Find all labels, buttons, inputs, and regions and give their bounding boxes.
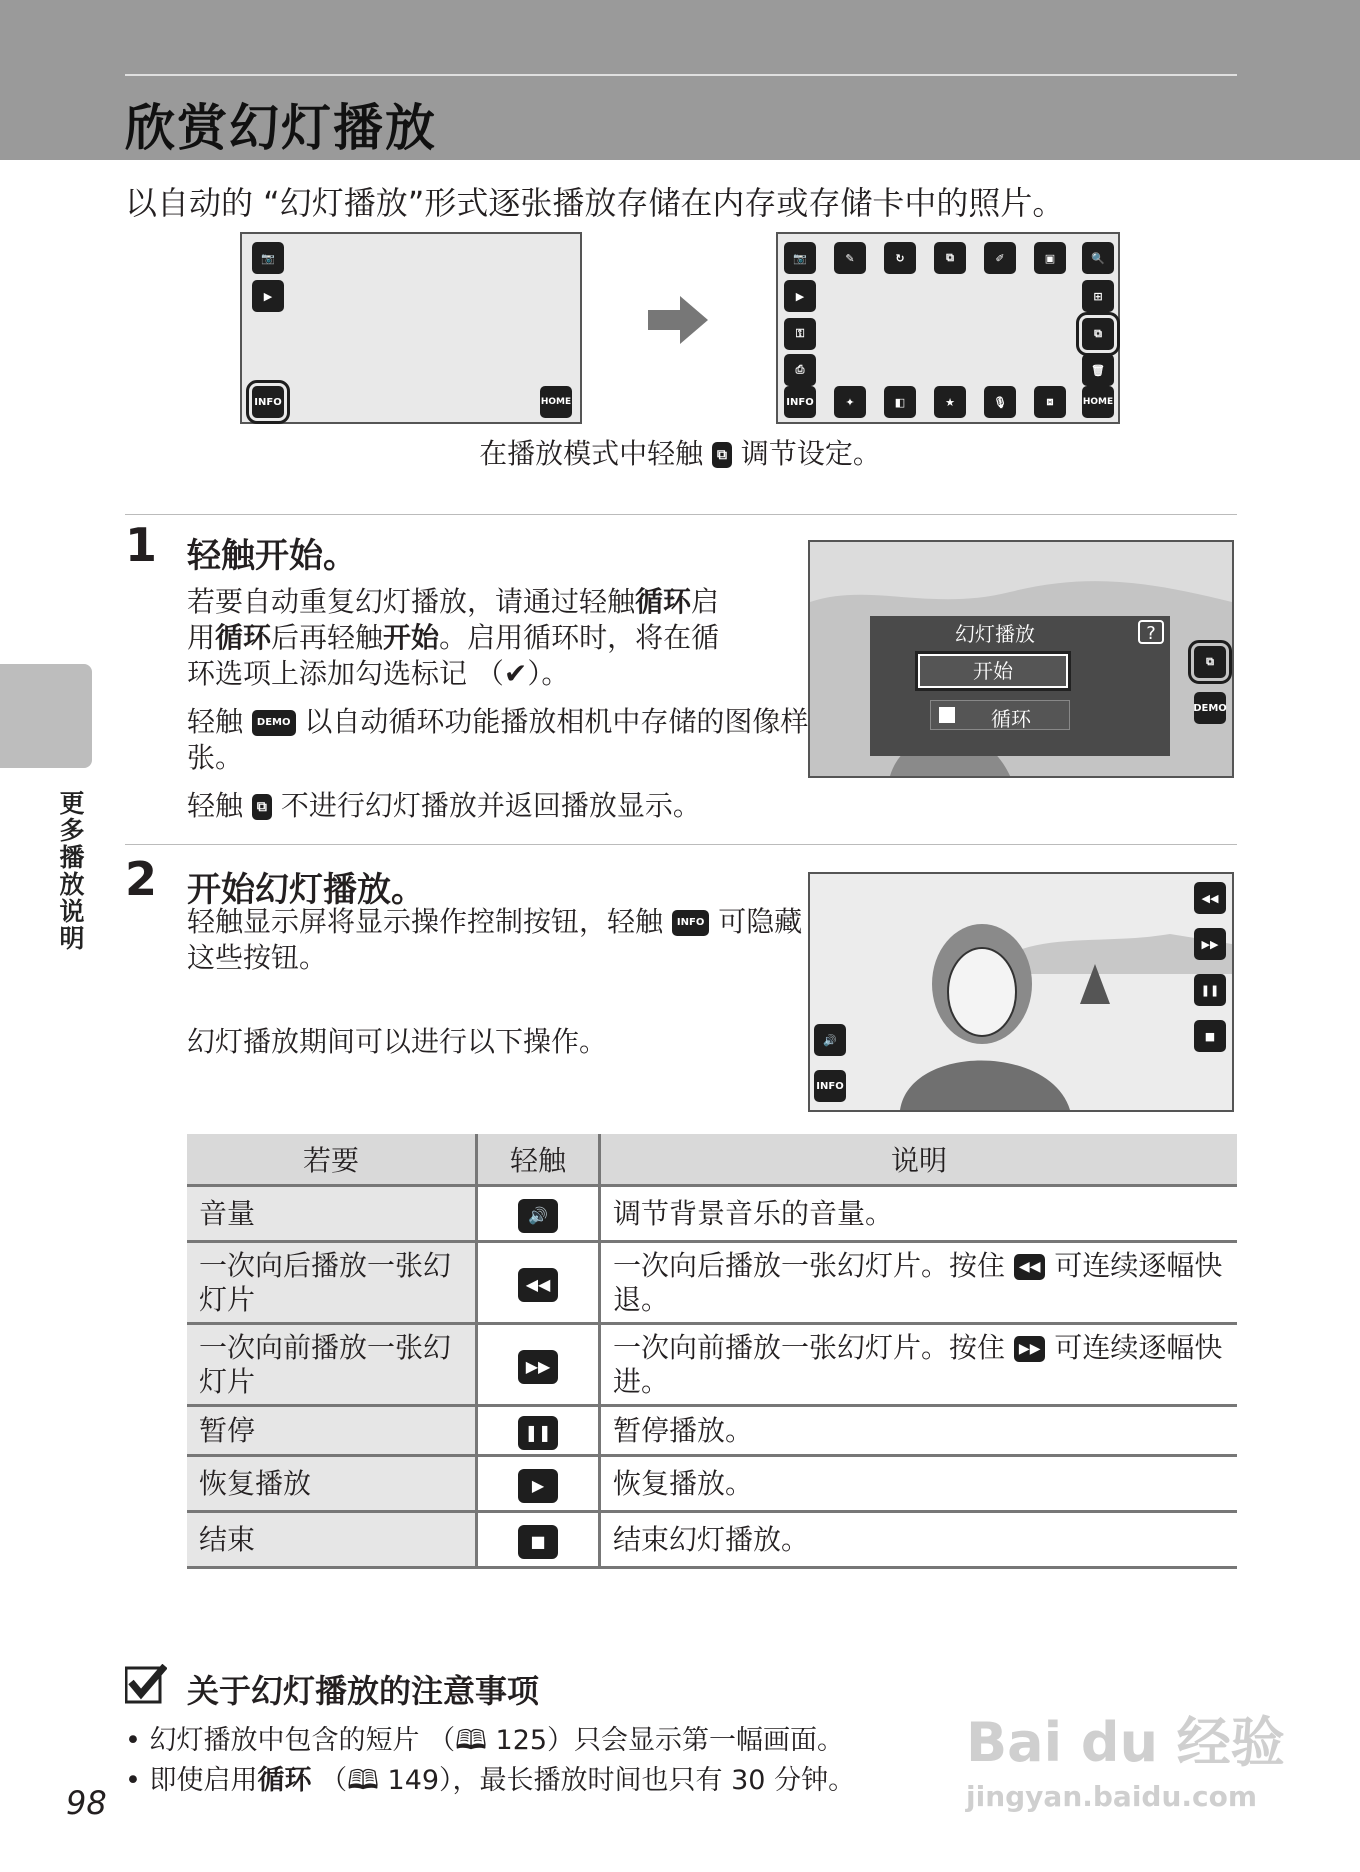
arrow-right-icon: [648, 296, 708, 344]
column-header: 说明: [600, 1134, 1238, 1186]
crop-icon[interactable]: ⧉: [934, 242, 966, 274]
step-number: 2: [125, 852, 158, 906]
column-header: 轻触: [477, 1134, 600, 1186]
thumbnail-icon[interactable]: ⊞: [1082, 280, 1114, 312]
print-order-icon[interactable]: ⎙: [784, 354, 816, 386]
step1-paragraph-3: 轻触 ⧉ 不进行幻灯播放并返回播放显示。: [187, 789, 701, 822]
step-heading: 轻触开始。: [187, 536, 357, 576]
note-heading: 关于幻灯播放的注意事项: [187, 1672, 540, 1710]
table-row: [187, 1512, 1237, 1568]
operations-table: [187, 1134, 1237, 1569]
icon-cell: [477, 1242, 600, 1324]
description-cell: 结束幻灯播放。: [600, 1512, 1238, 1568]
action-cell: 结束: [187, 1512, 477, 1568]
info-button[interactable]: INFO: [784, 386, 816, 418]
page-number: 98: [66, 1784, 107, 1822]
info-button[interactable]: INFO: [814, 1070, 846, 1102]
description-cell: 一次向后播放一张幻灯片。按住 ◀◀ 可连续逐幅快退。: [600, 1242, 1238, 1324]
info-button[interactable]: INFO: [252, 386, 284, 418]
table-row: [187, 1324, 1237, 1406]
rewind-icon: ◀◀: [1014, 1254, 1046, 1280]
loop-checkbox[interactable]: [939, 707, 955, 723]
rewind-button[interactable]: ◀◀: [1194, 882, 1226, 914]
action-cell: 一次向后播放一张幻灯片: [187, 1242, 477, 1324]
action-cell: 一次向前播放一张幻灯片: [187, 1324, 477, 1406]
small-picture-icon[interactable]: ▣: [1034, 242, 1066, 274]
icon-cell: [477, 1456, 600, 1512]
home-button[interactable]: HOME: [540, 386, 572, 418]
separator: [125, 514, 1237, 515]
header-rule: [125, 74, 1237, 76]
pause-icon: ❚❚: [518, 1416, 558, 1450]
start-button[interactable]: 开始: [918, 654, 1068, 688]
home-button[interactable]: HOME: [1082, 386, 1114, 418]
description-cell: 一次向前播放一张幻灯片。按住 ▶▶ 可连续逐幅快进。: [600, 1324, 1238, 1406]
table-row: [187, 1242, 1237, 1324]
action-cell: 恢复播放: [187, 1456, 477, 1512]
stop-button[interactable]: ■: [1194, 1020, 1226, 1052]
playback-screen-before: [240, 232, 582, 424]
loop-option[interactable]: [930, 700, 1070, 730]
description-cell: 暂停播放。: [600, 1406, 1238, 1456]
fast-forward-button[interactable]: ▶▶: [1194, 928, 1226, 960]
side-tab: [0, 664, 92, 768]
separator: [125, 844, 1237, 845]
delete-icon[interactable]: 🗑: [1082, 354, 1114, 386]
playback-icon[interactable]: ▶: [252, 280, 284, 312]
camera-icon[interactable]: 📷: [784, 242, 816, 274]
note-bullet: • 幻灯播放中包含的短片 （🕮 125）只会显示第一幅画面。: [125, 1725, 845, 1756]
note-bullet: • 即使启用循环 （🕮 149），最长播放时间也只有 30 分钟。: [125, 1765, 856, 1796]
description-cell: 调节背景音乐的音量。: [600, 1186, 1238, 1242]
fast-forward-icon: ▶▶: [1014, 1336, 1046, 1362]
action-cell: 暂停: [187, 1406, 477, 1456]
slideshow-icon[interactable]: ⧉: [1194, 646, 1226, 678]
description-cell: 恢复播放。: [600, 1456, 1238, 1512]
retouch-pencil-icon[interactable]: ✎: [834, 242, 866, 274]
loop-label: 循环: [991, 707, 1031, 731]
zoom-icon[interactable]: 🔍: [1082, 242, 1114, 274]
slideshow-dialog-screen: [808, 540, 1234, 778]
step-heading: 开始幻灯播放。: [187, 870, 425, 910]
pause-button[interactable]: ❚❚: [1194, 974, 1226, 1006]
rotate-icon[interactable]: ↻: [884, 242, 916, 274]
step-number: 1: [125, 518, 158, 572]
quick-retouch-icon[interactable]: ✦: [834, 386, 866, 418]
stop-icon: ■: [518, 1525, 558, 1559]
table-header-row: [187, 1134, 1237, 1186]
volume-button[interactable]: 🔊: [814, 1024, 846, 1056]
playback-icon[interactable]: ▶: [784, 280, 816, 312]
page-title: 欣赏幻灯播放: [125, 99, 437, 157]
playback-menu-screen: [776, 232, 1120, 424]
fast-forward-icon: ▶▶: [518, 1350, 558, 1384]
slideshow-icon: ⧉: [712, 442, 732, 468]
action-cell: 音量: [187, 1186, 477, 1242]
d-lighting-icon[interactable]: ◧: [884, 386, 916, 418]
volume-icon: 🔊: [518, 1199, 558, 1233]
icon-cell: [477, 1406, 600, 1456]
slideshow-icon: ⧉: [252, 794, 272, 820]
intro-text: 以自动的 “幻灯播放”形式逐张播放存储在内存或存储卡中的照片。: [125, 184, 1065, 222]
copy-icon[interactable]: ⧈: [1034, 386, 1066, 418]
demo-button[interactable]: DEMO: [1194, 692, 1226, 724]
icon-cell: [477, 1512, 600, 1568]
demo-icon: DEMO: [252, 710, 296, 736]
icon-cell: [477, 1324, 600, 1406]
favorites-icon[interactable]: ★: [934, 386, 966, 418]
info-icon: INFO: [672, 910, 709, 936]
step2-paragraph-1: 轻触显示屏将显示操作控制按钮，轻触 INFO 可隐藏这些按钮。: [187, 905, 803, 974]
side-label: 更多播放说明: [56, 790, 85, 952]
voice-memo-icon[interactable]: 🎙: [984, 386, 1016, 418]
play-icon: ▶: [518, 1469, 558, 1503]
baidu-watermark-url: jingyan.baidu.com: [966, 1780, 1258, 1813]
protect-key-icon[interactable]: ⚿: [784, 318, 816, 350]
slideshow-icon[interactable]: ⧉: [1082, 318, 1114, 350]
column-header: 若要: [187, 1134, 477, 1186]
step1-paragraph-1: 若要自动重复幻灯播放，请通过轻触循环启 用循环后再轻触开始。启用循环时，将在循 环选项上添加勾选标记 （✔）。: [187, 585, 720, 690]
checkmark-icon: [125, 1664, 167, 1704]
step2-paragraph-2: 幻灯播放期间可以进行以下操作。: [187, 1025, 608, 1058]
paint-icon[interactable]: ✐: [984, 242, 1016, 274]
portrait-illustration: [810, 874, 1232, 1110]
table-row: [187, 1456, 1237, 1512]
rewind-icon: ◀◀: [518, 1268, 558, 1302]
baidu-watermark: Bai du 经验: [966, 1711, 1285, 1774]
caption-before: 在播放模式中轻触: [479, 437, 704, 470]
slideshow-dialog: [870, 616, 1170, 756]
dialog-title: 幻灯播放: [955, 622, 1035, 646]
icon-cell: [477, 1186, 600, 1242]
camera-icon[interactable]: 📷: [252, 242, 284, 274]
table-row: [187, 1186, 1237, 1242]
figure-caption: [0, 432, 1360, 472]
caption-after: 调节设定。: [740, 437, 881, 470]
slideshow-playing-screen: [808, 872, 1234, 1112]
step1-paragraph-2: 轻触 DEMO 以自动循环功能播放相机中存储的图像样张。: [187, 705, 809, 774]
help-button[interactable]: ?: [1138, 620, 1164, 644]
table-row: [187, 1406, 1237, 1456]
